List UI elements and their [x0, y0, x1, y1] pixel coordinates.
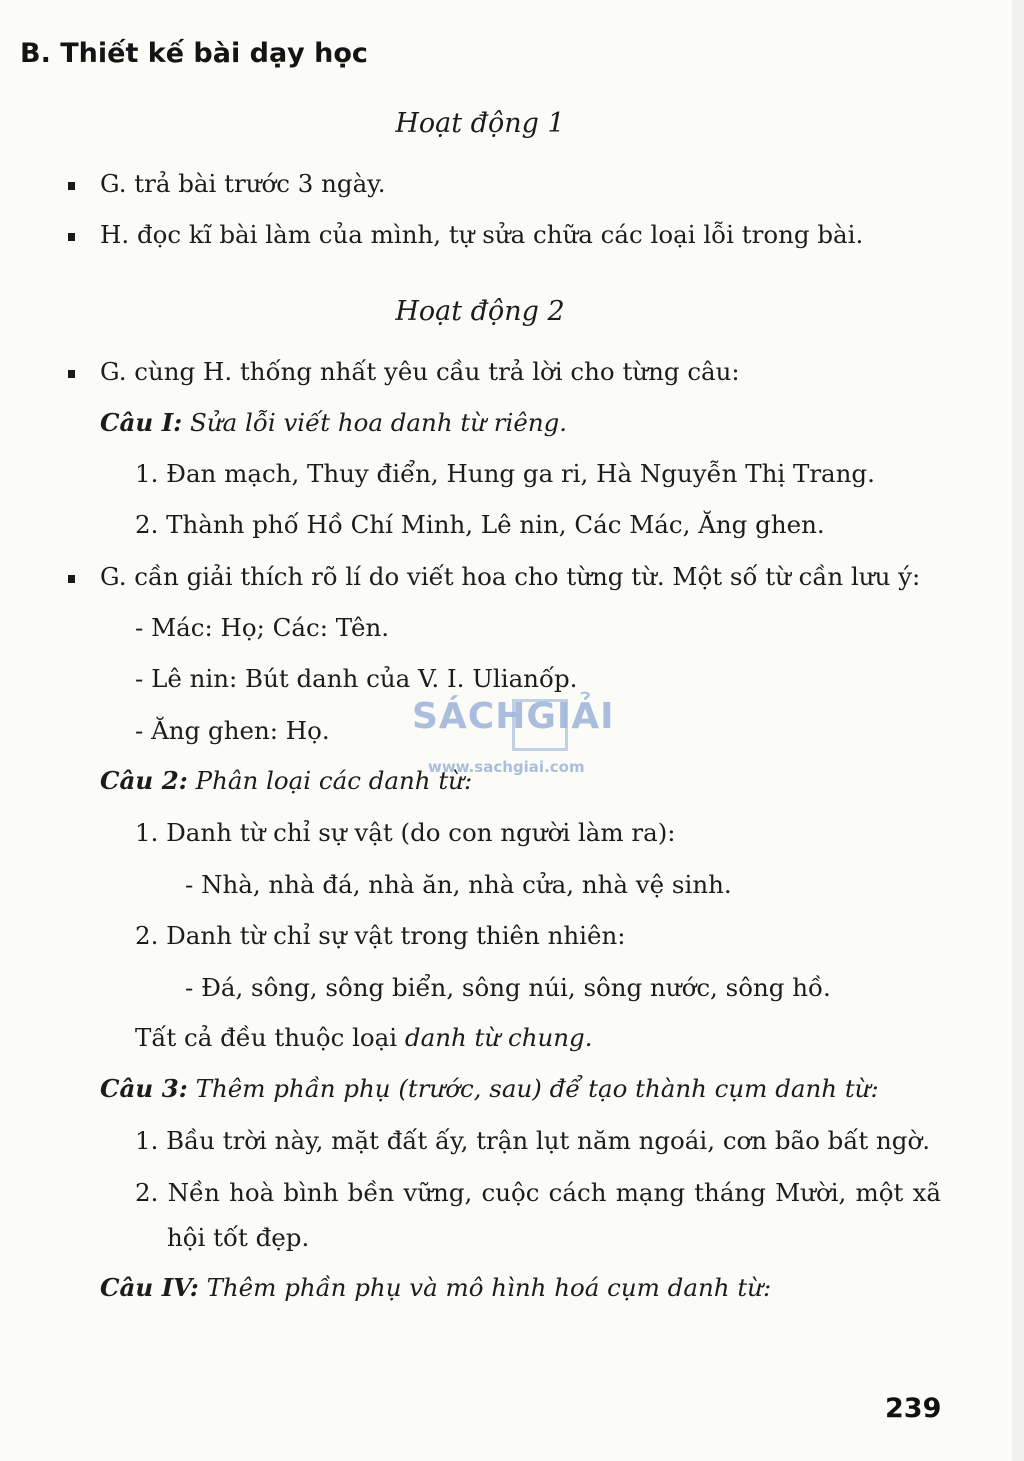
- note-3: - Ăng ghen: Họ.: [135, 716, 330, 745]
- question-2-conclusion: [135, 1023, 593, 1052]
- bullet-marker: [68, 370, 75, 378]
- activity-1-title: Hoạt động 1: [395, 108, 565, 139]
- conclusion-emphasis: danh từ chung.: [404, 1023, 593, 1052]
- activity-2-bullet-1: G. cùng H. thống nhất yêu cầu trả lời cho từng câu:: [100, 357, 740, 386]
- question-1-heading: [100, 408, 567, 437]
- note-2: - Lê nin: Bút danh của V. I. Ulianốp.: [135, 664, 578, 693]
- activity-2-bullet-2: G. cần giải thích rõ lí do viết hoa cho từng từ. Một số từ cần lưu ý:: [100, 562, 921, 591]
- question-2-item-2-sub: - Đá, sông, sông biển, sông núi, sông nước, sông hồ.: [185, 973, 831, 1002]
- activity-1-bullet-1: G. trả bài trước 3 ngày.: [100, 169, 386, 198]
- question-3-label: Câu 3:: [100, 1074, 188, 1103]
- page-number: 239: [885, 1393, 942, 1424]
- question-3-item-2-line-2: hội tốt đẹp.: [167, 1223, 310, 1252]
- question-2-item-2: 2. Danh từ chỉ sự vật trong thiên nhiên:: [135, 921, 626, 950]
- question-1-item-1: 1. Đan mạch, Thuy điển, Hung ga ri, Hà Nguyễn Thị Trang.: [135, 459, 875, 488]
- question-3-item-2-line-1: 2. Nền hoà bình bền vững, cuộc cách mạng tháng Mười, một xã: [135, 1178, 941, 1207]
- page-edge-shade: [1012, 0, 1024, 1461]
- question-4-text: Thêm phần phụ và mô hình hoá cụm danh từ:: [206, 1273, 772, 1302]
- conclusion-prefix: Tất cả đều thuộc loại: [135, 1023, 405, 1052]
- question-1-label: Câu I:: [100, 408, 183, 437]
- activity-2-title: Hoạt động 2: [395, 296, 565, 327]
- section-title: B. Thiết kế bài dạy học: [20, 38, 368, 69]
- question-1-text: Sửa lỗi viết hoa danh từ riêng.: [190, 408, 568, 437]
- note-1: - Mác: Họ; Các: Tên.: [135, 613, 390, 642]
- question-4-heading: [100, 1273, 771, 1302]
- bullet-marker: [68, 233, 75, 241]
- question-2-label: Câu 2:: [100, 766, 188, 795]
- activity-1-bullet-2: H. đọc kĩ bài làm của mình, tự sửa chữa các loại lỗi trong bài.: [100, 220, 864, 249]
- question-2-item-1: 1. Danh từ chỉ sự vật (do con người làm ra):: [135, 818, 676, 847]
- watermark-brand: SÁCHGIẢI: [412, 696, 615, 737]
- bullet-marker: [68, 575, 75, 583]
- question-1-item-2: 2. Thành phố Hồ Chí Minh, Lê nin, Các Mác, Ăng ghen.: [135, 510, 825, 539]
- question-4-label: Câu IV:: [100, 1273, 199, 1302]
- question-2-item-1-sub: - Nhà, nhà đá, nhà ăn, nhà cửa, nhà vệ sinh.: [185, 870, 732, 899]
- watermark-url: www.sachgiai.com: [428, 758, 585, 776]
- bullet-marker: [68, 182, 75, 190]
- question-3-heading: [100, 1074, 879, 1103]
- question-3-item-1: 1. Bầu trời này, mặt đất ấy, trận lụt năm ngoái, cơn bão bất ngờ.: [135, 1126, 931, 1155]
- question-2-heading: [100, 766, 472, 795]
- question-3-text: Thêm phần phụ (trước, sau) để tạo thành cụm danh từ:: [195, 1074, 879, 1103]
- question-2-text: Phân loại các danh từ:: [195, 766, 473, 795]
